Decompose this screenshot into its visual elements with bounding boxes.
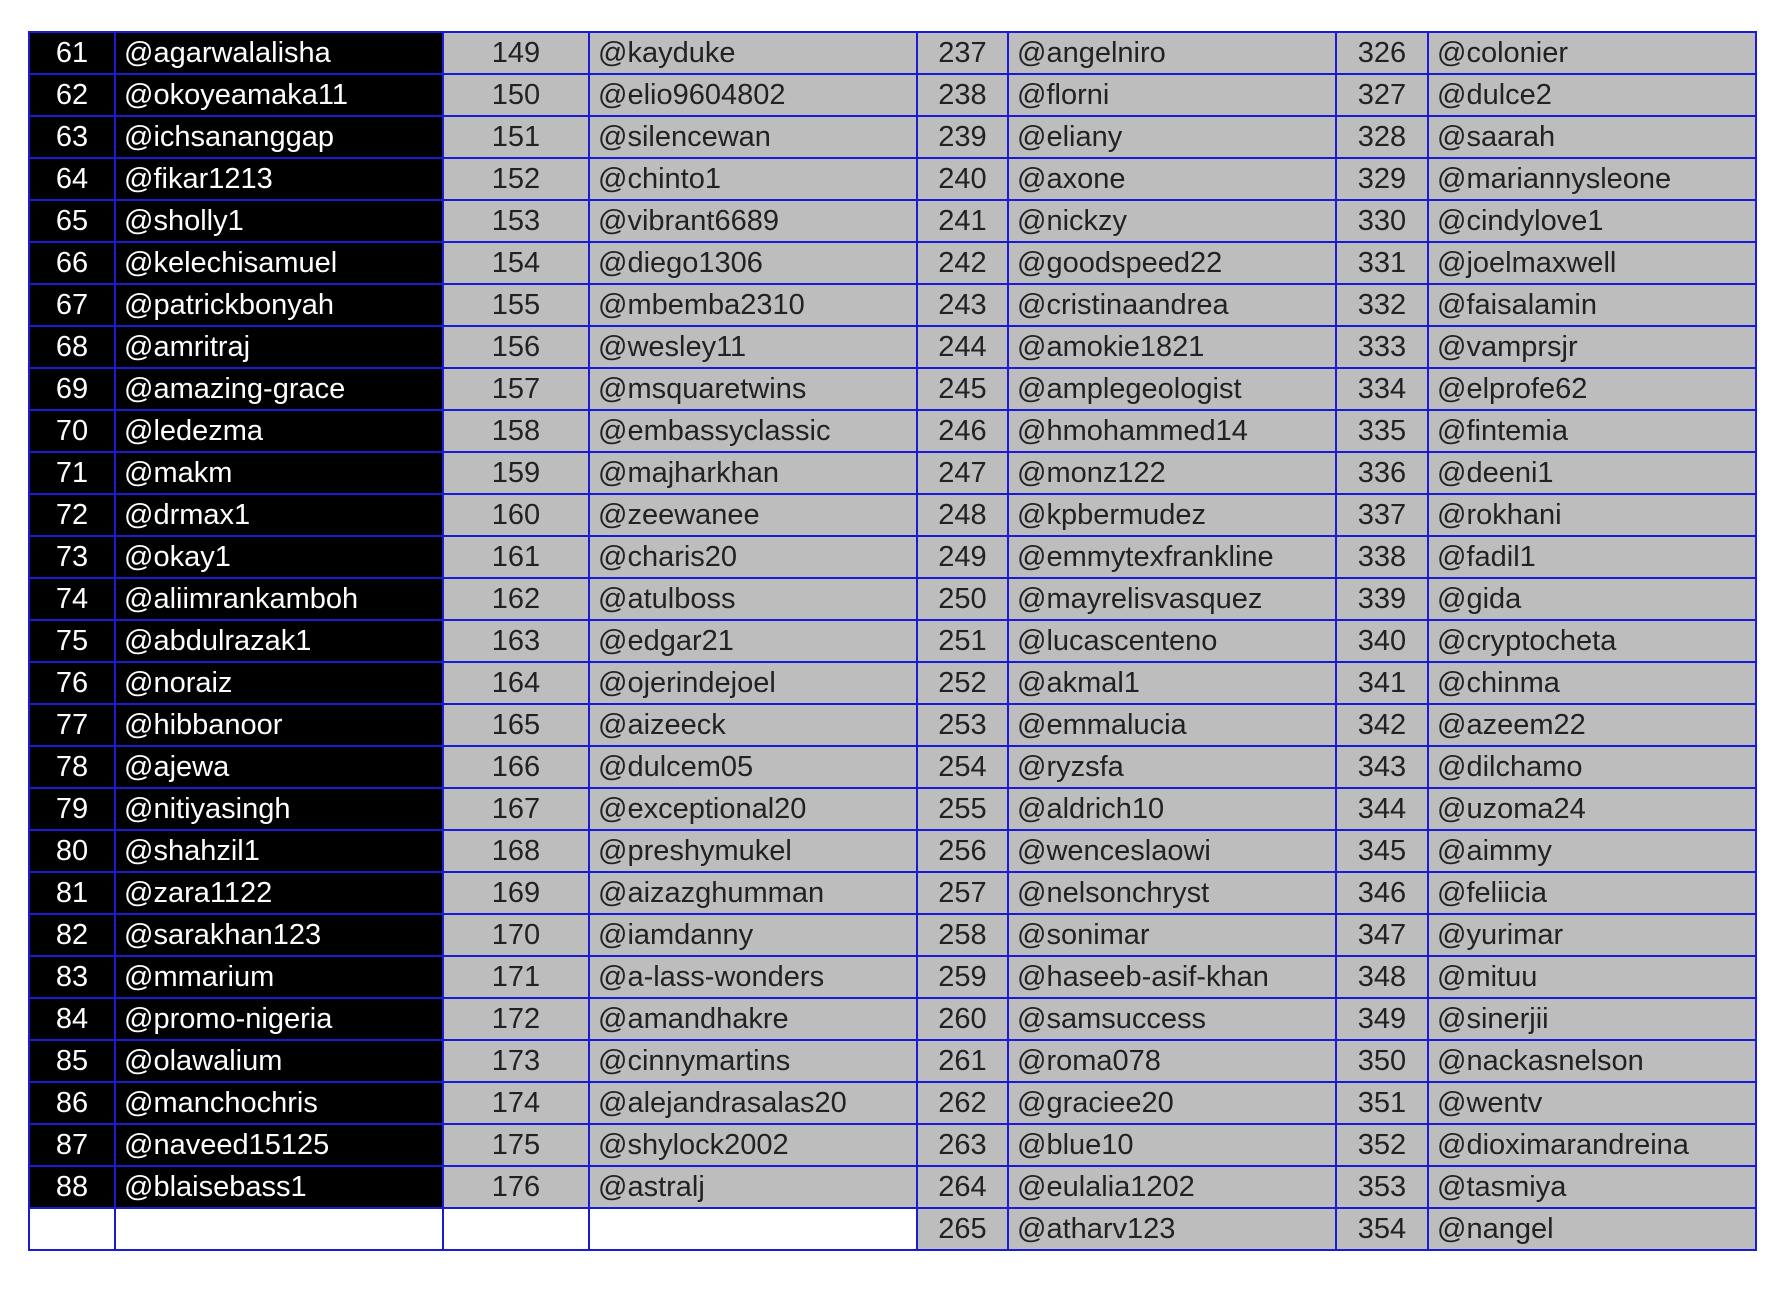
rank-number-cell: 67 — [29, 284, 115, 326]
table-row — [29, 116, 1756, 158]
username-cell: @shylock2002 — [589, 1124, 917, 1166]
username-cell: @axone — [1008, 158, 1336, 200]
username-cell: @okoyeamaka11 — [115, 74, 443, 116]
username-cell: @dulce2 — [1428, 74, 1756, 116]
username-cell: @preshymukel — [589, 830, 917, 872]
username-cell: @ledezma — [115, 410, 443, 452]
rank-number-cell: 328 — [1336, 116, 1428, 158]
rank-number-cell: 340 — [1336, 620, 1428, 662]
rank-number-cell: 258 — [917, 914, 1008, 956]
username-cell: @mbemba2310 — [589, 284, 917, 326]
rank-number-cell: 257 — [917, 872, 1008, 914]
username-cell: @wesley11 — [589, 326, 917, 368]
rank-number-cell: 66 — [29, 242, 115, 284]
rank-number-cell: 338 — [1336, 536, 1428, 578]
rank-number-cell: 158 — [443, 410, 589, 452]
rank-number-cell: 237 — [917, 32, 1008, 74]
table-row — [29, 1124, 1756, 1166]
username-cell: @hibbanoor — [115, 704, 443, 746]
rank-number-cell: 331 — [1336, 242, 1428, 284]
rank-number-cell: 255 — [917, 788, 1008, 830]
rank-number-cell: 350 — [1336, 1040, 1428, 1082]
rank-number-cell: 327 — [1336, 74, 1428, 116]
username-cell: @naveed15125 — [115, 1124, 443, 1166]
table-row — [29, 410, 1756, 452]
username-cell: @sonimar — [1008, 914, 1336, 956]
username-cell: @mayrelisvasquez — [1008, 578, 1336, 620]
username-cell: @patrickbonyah — [115, 284, 443, 326]
table-row — [29, 242, 1756, 284]
rank-number-cell: 344 — [1336, 788, 1428, 830]
username-cell: @olawalium — [115, 1040, 443, 1082]
rank-number-cell: 160 — [443, 494, 589, 536]
username-cell: @nangel — [1428, 1208, 1756, 1250]
rank-number-cell: 69 — [29, 368, 115, 410]
rank-number-cell: 244 — [917, 326, 1008, 368]
rank-number-cell: 245 — [917, 368, 1008, 410]
rank-number-cell: 332 — [1336, 284, 1428, 326]
username-cell: @amazing-grace — [115, 368, 443, 410]
username-cell: @deeni1 — [1428, 452, 1756, 494]
rank-number-cell: 84 — [29, 998, 115, 1040]
username-cell: @elio9604802 — [589, 74, 917, 116]
username-cell: @drmax1 — [115, 494, 443, 536]
username-cell: @roma078 — [1008, 1040, 1336, 1082]
rank-number-cell: 68 — [29, 326, 115, 368]
username-cell: @ichsananggap — [115, 116, 443, 158]
rank-number-cell: 153 — [443, 200, 589, 242]
username-cell: @zara1122 — [115, 872, 443, 914]
table-row — [29, 32, 1756, 74]
rank-number-cell: 88 — [29, 1166, 115, 1208]
username-cell: @dulcem05 — [589, 746, 917, 788]
username-cell: @feliicia — [1428, 872, 1756, 914]
rank-number-cell: 171 — [443, 956, 589, 998]
username-cell: @alejandrasalas20 — [589, 1082, 917, 1124]
username-cell: @noraiz — [115, 662, 443, 704]
username-cell: @kayduke — [589, 32, 917, 74]
username-cell: @atharv123 — [1008, 1208, 1336, 1250]
empty-cell — [115, 1208, 443, 1250]
rank-number-cell: 240 — [917, 158, 1008, 200]
username-cell: @amokie1821 — [1008, 326, 1336, 368]
rank-number-cell: 170 — [443, 914, 589, 956]
table-row — [29, 284, 1756, 326]
rank-number-cell: 169 — [443, 872, 589, 914]
rank-number-cell: 342 — [1336, 704, 1428, 746]
table-row — [29, 998, 1756, 1040]
username-cell: @amandhakre — [589, 998, 917, 1040]
username-cell: @colonier — [1428, 32, 1756, 74]
username-cell: @nackasnelson — [1428, 1040, 1756, 1082]
username-cell: @cinnymartins — [589, 1040, 917, 1082]
table-row — [29, 956, 1756, 998]
username-cell: @aliimrankamboh — [115, 578, 443, 620]
table-body — [29, 32, 1756, 1250]
rank-number-cell: 71 — [29, 452, 115, 494]
username-cell: @iamdanny — [589, 914, 917, 956]
username-cell: @aizeeck — [589, 704, 917, 746]
username-cell: @sholly1 — [115, 200, 443, 242]
username-cell: @elprofe62 — [1428, 368, 1756, 410]
rank-number-cell: 78 — [29, 746, 115, 788]
username-cell: @florni — [1008, 74, 1336, 116]
username-cell: @dilchamo — [1428, 746, 1756, 788]
rank-number-cell: 254 — [917, 746, 1008, 788]
rank-number-cell: 264 — [917, 1166, 1008, 1208]
username-cell: @silencewan — [589, 116, 917, 158]
rank-number-cell: 73 — [29, 536, 115, 578]
rank-number-cell: 176 — [443, 1166, 589, 1208]
rank-number-cell: 156 — [443, 326, 589, 368]
username-cell: @exceptional20 — [589, 788, 917, 830]
rank-number-cell: 326 — [1336, 32, 1428, 74]
username-cell: @goodspeed22 — [1008, 242, 1336, 284]
rank-number-cell: 75 — [29, 620, 115, 662]
username-cell: @manchochris — [115, 1082, 443, 1124]
username-cell: @abdulrazak1 — [115, 620, 443, 662]
rank-number-cell: 346 — [1336, 872, 1428, 914]
table-row — [29, 1166, 1756, 1208]
rank-number-cell: 173 — [443, 1040, 589, 1082]
empty-cell — [589, 1208, 917, 1250]
username-cell: @azeem22 — [1428, 704, 1756, 746]
rank-number-cell: 83 — [29, 956, 115, 998]
rank-number-cell: 168 — [443, 830, 589, 872]
username-cell: @sarakhan123 — [115, 914, 443, 956]
username-cell: @eulalia1202 — [1008, 1166, 1336, 1208]
username-cell: @aimmy — [1428, 830, 1756, 872]
table-row — [29, 1082, 1756, 1124]
rank-number-cell: 259 — [917, 956, 1008, 998]
rank-number-cell: 341 — [1336, 662, 1428, 704]
username-cell: @nickzy — [1008, 200, 1336, 242]
username-cell: @lucascenteno — [1008, 620, 1336, 662]
rank-number-cell: 260 — [917, 998, 1008, 1040]
username-cell: @wenceslaowi — [1008, 830, 1336, 872]
rank-number-cell: 65 — [29, 200, 115, 242]
table-row — [29, 368, 1756, 410]
rank-number-cell: 159 — [443, 452, 589, 494]
username-cell: @shahzil1 — [115, 830, 443, 872]
username-cell: @atulboss — [589, 578, 917, 620]
rank-number-cell: 351 — [1336, 1082, 1428, 1124]
rank-number-cell: 354 — [1336, 1208, 1428, 1250]
rank-number-cell: 70 — [29, 410, 115, 452]
rank-number-cell: 253 — [917, 704, 1008, 746]
username-cell: @emmalucia — [1008, 704, 1336, 746]
rank-number-cell: 337 — [1336, 494, 1428, 536]
rank-number-cell: 164 — [443, 662, 589, 704]
table-row — [29, 872, 1756, 914]
username-cell: @saarah — [1428, 116, 1756, 158]
rank-number-cell: 74 — [29, 578, 115, 620]
username-cell: @ojerindejoel — [589, 662, 917, 704]
username-cell: @angelniro — [1008, 32, 1336, 74]
username-cell: @msquaretwins — [589, 368, 917, 410]
rank-number-cell: 247 — [917, 452, 1008, 494]
rank-number-cell: 81 — [29, 872, 115, 914]
username-cell: @uzoma24 — [1428, 788, 1756, 830]
username-cell: @charis20 — [589, 536, 917, 578]
rank-number-cell: 61 — [29, 32, 115, 74]
username-cell: @mariannysleone — [1428, 158, 1756, 200]
username-cell: @eliany — [1008, 116, 1336, 158]
rank-number-cell: 334 — [1336, 368, 1428, 410]
rank-number-cell: 76 — [29, 662, 115, 704]
username-cell: @nelsonchryst — [1008, 872, 1336, 914]
rank-number-cell: 242 — [917, 242, 1008, 284]
username-cell: @blaisebass1 — [115, 1166, 443, 1208]
username-cell: @a-lass-wonders — [589, 956, 917, 998]
username-cell: @vibrant6689 — [589, 200, 917, 242]
rank-number-cell: 263 — [917, 1124, 1008, 1166]
rank-number-cell: 62 — [29, 74, 115, 116]
username-cell: @fikar1213 — [115, 158, 443, 200]
username-cell: @akmal1 — [1008, 662, 1336, 704]
table-row — [29, 494, 1756, 536]
table-row — [29, 662, 1756, 704]
username-cell: @cryptocheta — [1428, 620, 1756, 662]
rank-number-cell: 166 — [443, 746, 589, 788]
username-cell: @graciee20 — [1008, 1082, 1336, 1124]
rank-number-cell: 174 — [443, 1082, 589, 1124]
username-cell: @fadil1 — [1428, 536, 1756, 578]
rank-number-cell: 265 — [917, 1208, 1008, 1250]
username-cell: @cristinaandrea — [1008, 284, 1336, 326]
rank-number-cell: 151 — [443, 116, 589, 158]
username-cell: @rokhani — [1428, 494, 1756, 536]
username-cell: @mmarium — [115, 956, 443, 998]
rank-number-cell: 152 — [443, 158, 589, 200]
username-cell: @mituu — [1428, 956, 1756, 998]
username-cell: @agarwalalisha — [115, 32, 443, 74]
rank-number-cell: 82 — [29, 914, 115, 956]
rank-number-cell: 347 — [1336, 914, 1428, 956]
rank-number-cell: 63 — [29, 116, 115, 158]
rank-number-cell: 85 — [29, 1040, 115, 1082]
rank-number-cell: 64 — [29, 158, 115, 200]
rank-number-cell: 250 — [917, 578, 1008, 620]
table-row — [29, 620, 1756, 662]
rank-number-cell: 149 — [443, 32, 589, 74]
rank-number-cell: 243 — [917, 284, 1008, 326]
username-cell: @okay1 — [115, 536, 443, 578]
table-row — [29, 326, 1756, 368]
username-cell: @edgar21 — [589, 620, 917, 662]
rank-number-cell: 150 — [443, 74, 589, 116]
table-row — [29, 200, 1756, 242]
table-row — [29, 536, 1756, 578]
table-row — [29, 746, 1756, 788]
username-cell: @zeewanee — [589, 494, 917, 536]
rank-number-cell: 86 — [29, 1082, 115, 1124]
rank-number-cell: 246 — [917, 410, 1008, 452]
username-cell: @fintemia — [1428, 410, 1756, 452]
rank-number-cell: 167 — [443, 788, 589, 830]
rank-number-cell: 165 — [443, 704, 589, 746]
username-cell: @amritraj — [115, 326, 443, 368]
rank-number-cell: 339 — [1336, 578, 1428, 620]
username-cell: @vamprsjr — [1428, 326, 1756, 368]
username-cell: @nitiyasingh — [115, 788, 443, 830]
rank-number-cell: 349 — [1336, 998, 1428, 1040]
rank-number-cell: 330 — [1336, 200, 1428, 242]
username-cell: @cindylove1 — [1428, 200, 1756, 242]
username-cell: @amplegeologist — [1008, 368, 1336, 410]
rank-number-cell: 239 — [917, 116, 1008, 158]
rank-number-cell: 353 — [1336, 1166, 1428, 1208]
rank-number-cell: 252 — [917, 662, 1008, 704]
rank-number-cell: 163 — [443, 620, 589, 662]
username-cell: @faisalamin — [1428, 284, 1756, 326]
username-cell: @embassyclassic — [589, 410, 917, 452]
rank-number-cell: 162 — [443, 578, 589, 620]
rank-number-cell: 175 — [443, 1124, 589, 1166]
rank-number-cell: 345 — [1336, 830, 1428, 872]
rank-number-cell: 238 — [917, 74, 1008, 116]
rank-number-cell: 77 — [29, 704, 115, 746]
rank-number-cell: 261 — [917, 1040, 1008, 1082]
username-cell: @gida — [1428, 578, 1756, 620]
username-cell: @aizazghumman — [589, 872, 917, 914]
table-row — [29, 158, 1756, 200]
username-cell: @yurimar — [1428, 914, 1756, 956]
username-cell: @joelmaxwell — [1428, 242, 1756, 284]
username-cell: @emmytexfrankline — [1008, 536, 1336, 578]
table-row — [29, 74, 1756, 116]
rank-number-cell: 154 — [443, 242, 589, 284]
rank-number-cell: 172 — [443, 998, 589, 1040]
rank-number-cell: 249 — [917, 536, 1008, 578]
table-row — [29, 1208, 1756, 1250]
table-row — [29, 704, 1756, 746]
rank-number-cell: 336 — [1336, 452, 1428, 494]
table-row — [29, 1040, 1756, 1082]
rank-number-cell: 155 — [443, 284, 589, 326]
username-cell: @astralj — [589, 1166, 917, 1208]
rank-number-cell: 80 — [29, 830, 115, 872]
table-row — [29, 788, 1756, 830]
rank-number-cell: 157 — [443, 368, 589, 410]
table-row — [29, 830, 1756, 872]
username-cell: @kelechisamuel — [115, 242, 443, 284]
username-cell: @ryzsfa — [1008, 746, 1336, 788]
rank-number-cell: 343 — [1336, 746, 1428, 788]
table-row — [29, 452, 1756, 494]
rank-number-cell: 72 — [29, 494, 115, 536]
username-cell: @chinto1 — [589, 158, 917, 200]
table-row — [29, 578, 1756, 620]
username-cell: @wentv — [1428, 1082, 1756, 1124]
username-cell: @blue10 — [1008, 1124, 1336, 1166]
username-cell: @majharkhan — [589, 452, 917, 494]
username-cell: @sinerjii — [1428, 998, 1756, 1040]
table-row — [29, 914, 1756, 956]
empty-cell — [443, 1208, 589, 1250]
empty-cell — [29, 1208, 115, 1250]
username-cell: @diego1306 — [589, 242, 917, 284]
rank-number-cell: 329 — [1336, 158, 1428, 200]
username-cell: @tasmiya — [1428, 1166, 1756, 1208]
rank-number-cell: 79 — [29, 788, 115, 830]
username-cell: @dioximarandreina — [1428, 1124, 1756, 1166]
rank-number-cell: 248 — [917, 494, 1008, 536]
username-cell: @chinma — [1428, 662, 1756, 704]
rank-number-cell: 256 — [917, 830, 1008, 872]
username-cell: @kpbermudez — [1008, 494, 1336, 536]
username-cell: @ajewa — [115, 746, 443, 788]
rank-number-cell: 352 — [1336, 1124, 1428, 1166]
username-cell: @samsuccess — [1008, 998, 1336, 1040]
rank-number-cell: 262 — [917, 1082, 1008, 1124]
rank-number-cell: 251 — [917, 620, 1008, 662]
username-cell: @makm — [115, 452, 443, 494]
rank-number-cell: 333 — [1336, 326, 1428, 368]
username-cell: @monz122 — [1008, 452, 1336, 494]
user-list-table — [28, 31, 1757, 1251]
rank-number-cell: 87 — [29, 1124, 115, 1166]
username-cell: @hmohammed14 — [1008, 410, 1336, 452]
rank-number-cell: 241 — [917, 200, 1008, 242]
username-cell: @aldrich10 — [1008, 788, 1336, 830]
username-cell: @haseeb-asif-khan — [1008, 956, 1336, 998]
rank-number-cell: 161 — [443, 536, 589, 578]
rank-number-cell: 335 — [1336, 410, 1428, 452]
username-cell: @promo-nigeria — [115, 998, 443, 1040]
rank-number-cell: 348 — [1336, 956, 1428, 998]
